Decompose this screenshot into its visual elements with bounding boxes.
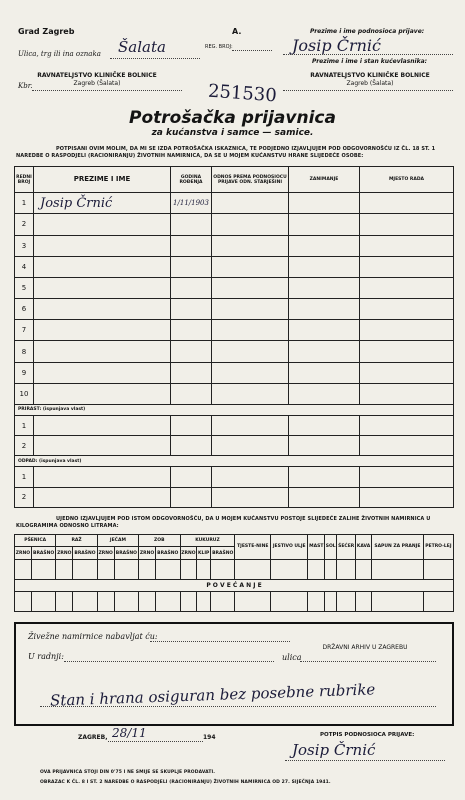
stamp-right-line-1: RAVNATELJSTVO KLINIČKE BOLNICE <box>310 72 430 79</box>
grain-sub-header: BRAŠNO <box>73 547 97 559</box>
stock-header-petroleum: PETRO-LEJ <box>423 535 453 560</box>
owner-label: Prezime i ime i stan kućevlasnika: <box>312 58 428 65</box>
form-reference-note: OBRAZAC K ČL. 8 I ST. 2 NAREDBE O RASPODJELI (RACIONIRANJU) ŽIVOTNIH NAMIRNICA OD 27. SIJEČNJA 1941. <box>40 780 331 785</box>
grain-sub-header: BRAŠNO <box>31 547 55 559</box>
col-header-occupation: ZANIMANJE <box>289 167 360 193</box>
year-label: 194 <box>203 734 216 741</box>
row-number: 7 <box>15 320 34 341</box>
row-number: 8 <box>15 341 34 362</box>
stamp-right-line-2: Zagreb (Šalata) <box>346 80 394 87</box>
row-number: 9 <box>15 362 34 383</box>
street-value: Šalata <box>118 38 166 56</box>
purchase-line-1 <box>150 641 290 642</box>
col-header-relation: ODNOS PREMA PODNOSIOCU PRIJAVE ODN. STARJEŠINI <box>212 167 289 193</box>
row-number: 1 <box>15 193 34 214</box>
household-table <box>14 166 454 508</box>
hospital-stamp-left <box>32 72 162 88</box>
table-row <box>15 341 454 362</box>
stock-header-pasta: TJESTE-NINE <box>235 535 271 560</box>
table-row <box>15 193 454 214</box>
handwritten-note: Stan i hrana osiguran bez posebne rubrike <box>49 680 376 710</box>
kbr-label: Kbr. <box>18 82 33 90</box>
odpad-section-header: ODPAD: (ispunjava vlast) <box>15 456 454 467</box>
city-label: Grad Zagreb <box>18 27 75 36</box>
grain-header-rye: RAŽ <box>56 535 97 547</box>
table-row <box>15 383 454 404</box>
table-row <box>15 256 454 277</box>
table-row <box>15 362 454 383</box>
stock-increase-row <box>15 591 454 611</box>
archive-stamp: DRŽAVNI ARHIV U ZAGREBU <box>322 644 408 651</box>
form-subtitle: za kućanstva i samce — samice. <box>151 128 314 138</box>
street-label: Ulica, trg ili ina oznaka <box>18 50 101 58</box>
stamp-left-line-1: RAVNATELJSTVO KLINIČKE BOLNICE <box>37 72 157 79</box>
grain-sub-header: ZRNO <box>15 547 32 559</box>
grain-sub-header: BRAŠNO <box>210 547 234 559</box>
form-letter: A. <box>232 27 242 36</box>
place-label: ZAGREB, <box>78 734 108 741</box>
stock-header-sugar: ŠEĆER <box>337 535 356 560</box>
col-header-workplace: MJESTO RADA <box>360 167 454 193</box>
table-row <box>15 277 454 298</box>
grain-sub-header: ZRNO <box>56 547 73 559</box>
row-number: 2 <box>15 214 34 235</box>
person-workplace <box>360 193 454 214</box>
col-header-no: REDNI BROJ <box>15 167 34 193</box>
signature-label: POTPIS PODNOSIOCA PRIJAVE: <box>320 732 415 738</box>
table-row <box>15 320 454 341</box>
table-row <box>15 214 454 235</box>
grain-sub-header: BRAŠNO <box>114 547 138 559</box>
grain-header-oats: ZOB <box>139 535 180 547</box>
signature-line <box>285 760 445 761</box>
note-line <box>40 706 436 707</box>
table-row <box>15 436 454 456</box>
table-row <box>15 299 454 320</box>
applicant-name-value: Josip Črnić <box>292 36 381 55</box>
row-number: 1 <box>15 467 34 487</box>
row-number: 3 <box>15 235 34 256</box>
stock-header-salt: SOL <box>325 535 337 560</box>
stock-header-lard: MAST <box>308 535 325 560</box>
reg-line <box>232 50 272 51</box>
grain-sub-header: KLIP <box>197 547 211 559</box>
reg-label: REG. BROJ: <box>205 44 233 50</box>
hospital-stamp-right <box>300 72 440 88</box>
purchase-line-2-label: U radnji: <box>28 652 64 661</box>
person-relation <box>212 193 289 214</box>
person-name: Josip Črnić <box>34 193 171 214</box>
person-occupation <box>289 193 360 214</box>
purchase-line-1-label: Živežne namirnice nabavljat ću: <box>28 632 158 641</box>
form-title: Potrošačka prijavnica <box>129 108 336 128</box>
grain-sub-header: BRAŠNO <box>156 547 180 559</box>
grain-sub-header: ZRNO <box>97 547 114 559</box>
stamp-left-line-2: Zagreb (Šalata) <box>73 80 121 87</box>
row-number: 5 <box>15 277 34 298</box>
ulica-label: ulica <box>282 653 302 662</box>
row-number: 1 <box>15 416 34 436</box>
table-row <box>15 467 454 487</box>
applicant-name-line <box>283 54 453 55</box>
stock-header-soap: SAPUN ZA PRANJE <box>371 535 423 560</box>
row-number: 2 <box>15 436 34 456</box>
prirast-section-header: PRIRAST: (ispunjava vlast) <box>15 404 454 415</box>
kbr-line <box>32 90 182 91</box>
stock-text: UJEDNO IZJAVLJUJEM POD ISTOM ODGOVORNOŠĆU, DA U MOJEM KUĆANSTVU POSTOJE SLIJEDEĆE ZALIHE ŽIVOTNIH NAMIRNICA U KILOGRAMIMA ODNOSNO LITRAMA: <box>16 516 431 529</box>
grain-sub-header: ZRNO <box>139 547 156 559</box>
applicant-name-label: Prezime i ime podnosioca prijave: <box>310 28 425 35</box>
serial-number: 251530 <box>207 80 278 107</box>
stock-header-coffee: KAVA <box>356 535 372 560</box>
intro-text: POTPISANI OVIM MOLIM, DA MI SE IZDA POTROŠAČKA ISKAZNICA, TE PODJEDNO IZJAVLJUJEM POD ODGOVORNOŠĆU IZ ČL. 18 ST. 1 NAREDBE O RASPODJELI (RACIONIRANJU) ŽIVOTNIH NAMIRNICA, DA SE U MOJEM KUĆANSTVU HRANE SLIJEDEĆE OSOBE: <box>16 146 436 159</box>
stock-values-row <box>15 559 454 579</box>
grain-header-corn: KUKURUZ <box>180 535 235 547</box>
row-number: 6 <box>15 299 34 320</box>
row-number: 4 <box>15 256 34 277</box>
date-value: 28/11 <box>112 726 147 740</box>
grain-header-barley: JEČAM <box>97 535 138 547</box>
col-header-name: PREZIME I IME <box>34 167 171 193</box>
grain-header-wheat: PŠENICA <box>15 535 56 547</box>
povecanje-header: P O V E Ć A N J E <box>15 580 454 591</box>
date-line <box>108 741 203 742</box>
street-line <box>110 58 200 59</box>
col-header-year: GODINA ROĐENJA <box>171 167 212 193</box>
signature: Josip Črnić <box>292 741 376 759</box>
ulica-line <box>300 661 436 662</box>
owner-line <box>283 90 453 91</box>
table-row <box>15 487 454 507</box>
stock-table <box>14 534 454 612</box>
person-birth-year: 1/11/1903 <box>171 193 212 214</box>
purchase-line-2 <box>64 661 274 662</box>
table-row <box>15 416 454 436</box>
row-number: 10 <box>15 383 34 404</box>
row-number: 2 <box>15 487 34 507</box>
price-note: OVA PRIJAVNICA STOJI DIN 0'75 I NE SMIJE SE SKUPLJE PRODAVATI. <box>40 770 216 775</box>
stock-header-oil: JESTIVO ULJE <box>271 535 308 560</box>
table-row <box>15 235 454 256</box>
grain-sub-header: ZRNO <box>180 547 197 559</box>
